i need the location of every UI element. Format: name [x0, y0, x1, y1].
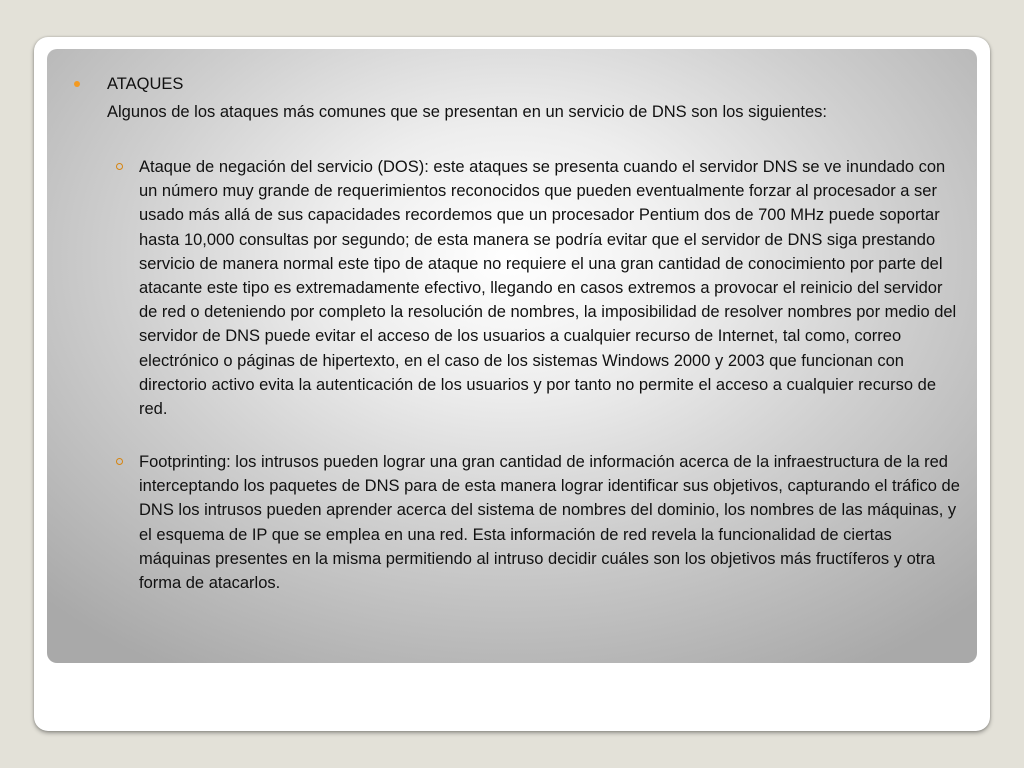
intro-text: Algunos de los ataques más comunes que se presentan en un servicio de DNS son los siguientes: [107, 103, 828, 121]
sub-bullet-icon [116, 163, 123, 170]
slide-card [34, 37, 990, 731]
sub-bullet-icon [116, 458, 123, 465]
content-panel [47, 49, 977, 663]
bullet-dos-text: Ataque de negación del servicio (DOS): este ataques se presenta cuando el servidor DNS se ve inundado con un número muy grande de requerimientos reconocidos que pueden eventualmente forzar al procesador a ser usado más allá de sus capacidades recordemos que un procesador Pentium dos de 700 MHz puede soportar hasta 10,000 consultas por segundo; de esta manera se podría evitar que el servidor de DNS siga prestando servicio de manera normal este tipo de ataque no requiere el una gran cantidad de conocimiento por parte del atacante este tipo es extremadamente efectivo, llegando en casos extremos a provocar el reinicio del servidor de red o deteniendo por completo la resolución de nombres, la imposibilidad de resolver nombres por medio del servidor de DNS puede evitar el acceso de los usuarios a cualquier recurso de Internet, tal como, correo electrónico o páginas de hipertexto, en el caso de los sistemas Windows 2000 y 2003 que funcionan con directorio activo evita la autenticación de los usuarios y por tanto no permite el acceso a cualquier recurso de red. [139, 158, 957, 419]
bullet-icon [74, 81, 80, 87]
heading-ataques: ATAQUES [107, 75, 184, 93]
bullet-footprinting-text: Footprinting: los intrusos pueden lograr una gran cantidad de información acerca de la infraestructura de la red interceptando los paquetes de DNS para de esta manera lograr identificar sus objetivos, capturando el tráfico de DNS los intrusos pueden aprender acerca del sistema de nombres del dominio, los nombres de las máquinas, y el esquema de IP que se emplea en una red. Esta información de red revela la funcionalidad de ciertas máquinas presentes en la misma permitiendo al intruso decidir cuáles son los objetivos más fructíferos y otra forma de atacarlos. [139, 453, 960, 593]
